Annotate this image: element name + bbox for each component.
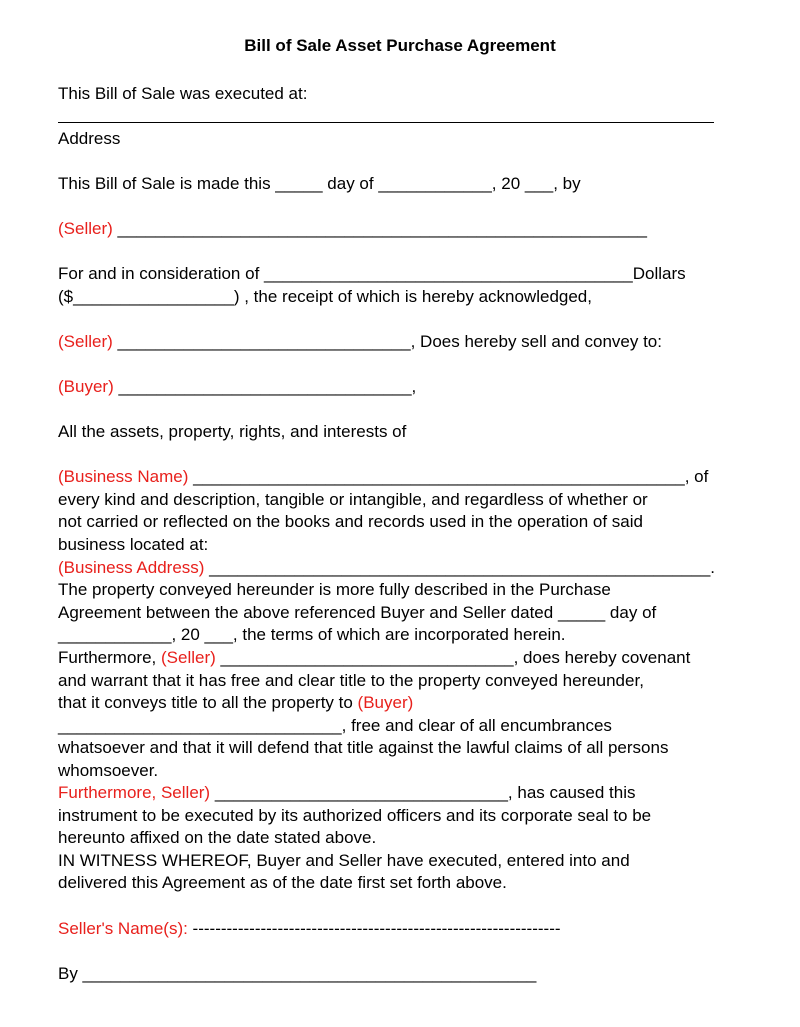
business-address-label: (Business Address)	[58, 558, 205, 577]
business-address-line	[58, 557, 715, 579]
sellers-names-blank[interactable]: -----------------------------------------------------------------	[187, 919, 561, 938]
seller-label: (Seller)	[58, 332, 113, 351]
seller-line-1	[58, 218, 647, 240]
para5-line: delivered this Agreement as of the date first set forth above.	[58, 873, 507, 892]
consideration-line-1: For and in consideration of _______________________________________Dollars	[58, 264, 686, 283]
sellers-names-label: Seller's Name(s):	[58, 919, 188, 938]
buyer-blank[interactable]: _______________________________,	[113, 377, 417, 396]
seller-convey-text: _______________________________, Does hereby sell and convey to:	[112, 332, 662, 351]
buyer-label: (Buyer)	[357, 693, 414, 712]
para1-line: not carried or reflected on the books and records used in the operation of said	[58, 512, 643, 531]
furthermore2-text: _______________________________, has caused this	[210, 783, 636, 802]
para4-line: ______________________________, free and clear of all encumbrances	[58, 716, 612, 735]
para2-line: The property conveyed hereunder is more fully described in the Purchase	[58, 580, 611, 599]
by-signature-line[interactable]: By ________________________________________________	[58, 964, 537, 983]
executed-at-text: This Bill of Sale was executed at:	[58, 84, 308, 103]
para1-line: business located at:	[58, 535, 209, 554]
para1-line: every kind and description, tangible or intangible, and regardless of whether or	[58, 490, 648, 509]
para2-line: ____________, 20 ___, the terms of which are incorporated herein.	[58, 625, 566, 644]
furthermore-seller-label: Furthermore, Seller)	[58, 783, 211, 802]
para4-line: whatsoever and that it will defend that title against the lawful claims of all persons	[58, 738, 669, 757]
business-name-line	[58, 466, 708, 488]
furthermore2-line	[58, 782, 636, 804]
para3-line: and warrant that it has free and clear title to the property conveyed hereunder,	[58, 671, 644, 690]
furthermore-prefix: Furthermore,	[58, 648, 161, 667]
seller-blank[interactable]: ________________________________________________________	[112, 219, 647, 238]
page-title: Bill of Sale Asset Purchase Agreement	[244, 36, 556, 55]
made-this-text: This Bill of Sale is made this _____ day of ____________, 20 ___, by	[58, 174, 581, 193]
address-label: Address	[58, 129, 121, 148]
seller-label: (Seller)	[58, 219, 113, 238]
seller-convey-line	[58, 331, 662, 353]
seller-label: (Seller)	[160, 648, 216, 667]
business-name-label: (Business Name)	[58, 467, 189, 486]
consideration-line-2: ($_________________) , the receipt of which is hereby acknowledged,	[58, 287, 592, 306]
sellers-names-line	[58, 918, 561, 940]
business-address-blank[interactable]: _____________________________________________________.	[204, 558, 715, 577]
para5-line: IN WITNESS WHEREOF, Buyer and Seller have executed, entered into and	[58, 851, 630, 870]
assets-text: All the assets, property, rights, and interests of	[58, 422, 407, 441]
business-name-blank[interactable]: ____________________________________________________, of	[188, 467, 709, 486]
para5-line: hereunto affixed on the date stated above.	[58, 828, 377, 847]
conveys-prefix: that it conveys title to all the property to	[58, 693, 358, 712]
para2-line: Agreement between the above referenced Buyer and Seller dated _____ day of	[58, 603, 657, 622]
address-signature-line[interactable]	[58, 122, 714, 123]
conveys-line	[58, 692, 413, 714]
furthermore-line	[58, 647, 690, 669]
para4-line: whomsoever.	[58, 761, 159, 780]
buyer-label: (Buyer)	[58, 377, 114, 396]
buyer-line	[58, 376, 416, 398]
furthermore-text: _______________________________, does hereby covenant	[215, 648, 691, 667]
para5-line: instrument to be executed by its authorized officers and its corporate seal to be	[58, 806, 652, 825]
